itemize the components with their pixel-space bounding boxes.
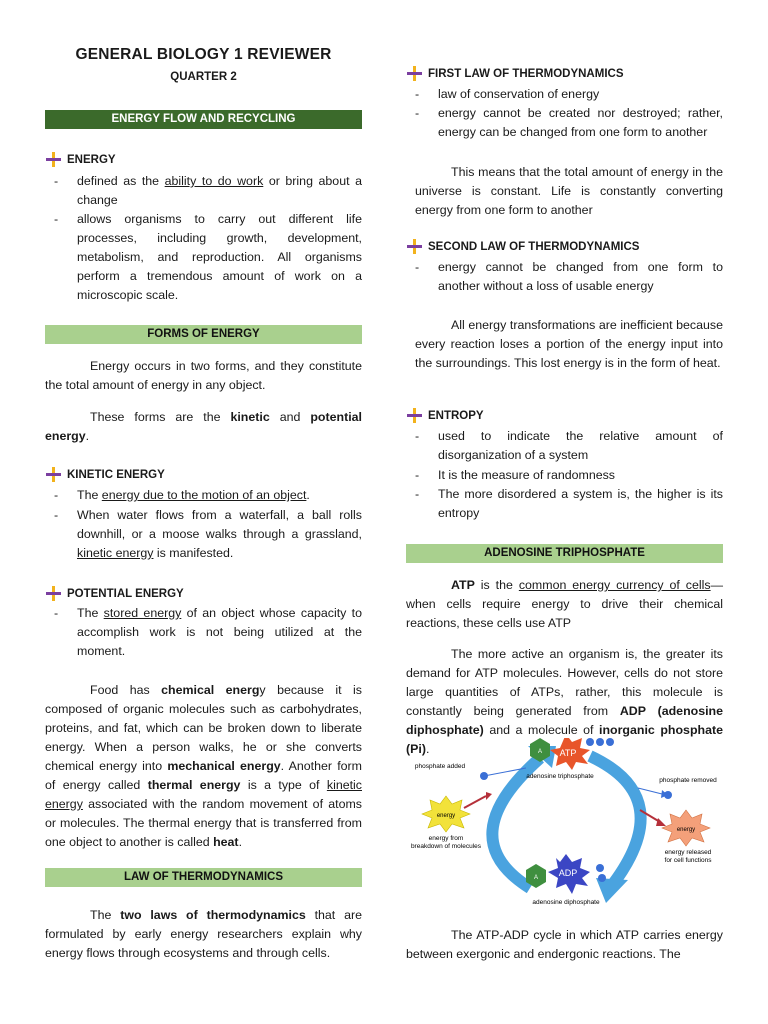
heading-entropy bbox=[406, 408, 484, 424]
energy-in-arrow bbox=[464, 796, 486, 808]
heading-potential-label: POTENTIAL ENERGY bbox=[67, 588, 184, 600]
phosphate-icon bbox=[596, 738, 604, 746]
plus-bullet-icon bbox=[406, 65, 422, 81]
heading-kinetic-energy bbox=[45, 467, 165, 483]
atp-label: ATP bbox=[559, 748, 577, 758]
phosphate-icon bbox=[586, 738, 594, 746]
heading-energy-label: ENERGY bbox=[67, 154, 116, 166]
energy-bullet-1: - defined as the ability to do work or bring about a change bbox=[54, 174, 362, 207]
section-bar-law: LAW OF THERMODYNAMICS bbox=[45, 868, 362, 887]
section-bar-forms: FORMS OF ENERGY bbox=[45, 325, 362, 344]
kinetic-bullet-1: - The energy due to the motion of an object. bbox=[54, 488, 310, 502]
plus-bullet-icon bbox=[45, 151, 61, 167]
energy-from-label-1: energy from bbox=[428, 835, 464, 842]
plus-bullet-icon bbox=[45, 466, 61, 482]
atp-paragraph-2: The more active an organism is, the greater its demand for ATP molecules. However, cells do not store large quantities of ATPs, rather, this molecule is constantly being generated from ADP (adenosine diphosphate) and a molecule of inorganic phosphate (Pi). bbox=[406, 647, 723, 756]
second-law-paragraph: All energy transformations are inefficient because every reaction loses a portion of the energy input into the surroundings. This lost energy is in the form of heat. bbox=[415, 318, 723, 370]
first-law-bullet-2: - energy cannot be created nor destroyed; rather, energy can be changed from one form to another bbox=[415, 106, 723, 139]
heading-kinetic-label: KINETIC ENERGY bbox=[67, 469, 165, 481]
svg-text:A: A bbox=[533, 875, 539, 881]
heading-potential-energy bbox=[45, 586, 184, 602]
phosphate-icon bbox=[596, 864, 604, 872]
first-law-paragraph: This means that the total amount of energy in the universe is constant. Life is constantly converting energy from one form to another bbox=[415, 165, 723, 217]
heading-energy bbox=[45, 152, 116, 168]
adenosine-triphosphate-label: adenosine triphosphate bbox=[526, 773, 594, 780]
plus-bullet-icon bbox=[406, 238, 422, 254]
document-subtitle: QUARTER 2 bbox=[170, 71, 237, 83]
adp-label: ADP bbox=[558, 868, 578, 878]
document-title: GENERAL BIOLOGY 1 REVIEWER bbox=[75, 46, 332, 63]
energy-from-label-2: breakdown of molecules bbox=[410, 843, 482, 850]
heading-entropy-label: ENTROPY bbox=[428, 410, 484, 422]
energy-released-label-1: energy released bbox=[664, 849, 712, 856]
svg-text:energy: energy bbox=[436, 813, 456, 819]
heading-second-law-label: SECOND LAW OF THERMODYNAMICS bbox=[428, 241, 640, 253]
phosphate-added-label: phosphate added bbox=[414, 763, 466, 770]
forms-paragraph-2: These forms are the kinetic and potential energy. bbox=[45, 410, 362, 443]
heading-first-law bbox=[406, 66, 624, 82]
phosphate-removed-icon bbox=[664, 791, 672, 799]
section-bar-atp: ADENOSINE TRIPHOSPHATE bbox=[406, 544, 723, 563]
potential-bullet-1: - The stored energy of an object whose capacity to accomplish work is not being utilized at the moment. bbox=[54, 606, 362, 658]
section-bar-energy-flow: ENERGY FLOW AND RECYCLING bbox=[45, 110, 362, 129]
atp-adp-cycle-diagram bbox=[400, 738, 730, 908]
kinetic-bullet-2: - When water flows from a waterfall, a ball rolls downhill, or a moose walks through a grassland, kinetic energy is manifested. bbox=[54, 508, 362, 560]
adenosine-diphosphate-label: adenosine diphosphate bbox=[532, 899, 600, 906]
heading-second-law bbox=[406, 239, 639, 255]
cycle-paragraph: The ATP-ADP cycle in which ATP carries energy between exergonic and endergonic reactions. The bbox=[406, 928, 723, 961]
entropy-bullet-2: - It is the measure of randomness bbox=[415, 468, 615, 482]
phosphate-icon bbox=[598, 874, 606, 882]
heading-first-law-label: FIRST LAW OF THERMODYNAMICS bbox=[428, 68, 624, 80]
second-law-bullet-1: - energy cannot be changed from one form to another without a loss of usable energy bbox=[415, 260, 723, 293]
svg-text:energy: energy bbox=[676, 827, 696, 833]
plus-bullet-icon bbox=[45, 585, 61, 601]
law-paragraph: The two laws of thermodynamics that are formulated by early energy researchers explain why energy flows through ecosystems and through cells. bbox=[45, 908, 362, 960]
plus-bullet-icon bbox=[406, 407, 422, 423]
forms-paragraph-1: Energy occurs in two forms, and they constitute the total amount of energy in any object. bbox=[45, 359, 362, 392]
phosphate-icon bbox=[606, 738, 614, 746]
energy-released-label-2: for cell functions bbox=[664, 857, 712, 864]
first-law-bullet-1: - law of conservation of energy bbox=[415, 87, 600, 101]
atp-paragraph-1: ATP is the common energy currency of cells—when cells require energy to drive their chemical reactions, these cells use ATP bbox=[406, 578, 723, 630]
svg-text:A: A bbox=[537, 749, 543, 755]
food-paragraph: Food has chemical energy because it is composed of organic molecules such as carbohydrates, proteins, and fat, which can be broken down to liberate energy. When a person walks, he or she converts chemical energy into mechanical energy. Another form of energy called thermal energy is a type of kinetic energy associated with the random movement of atoms or molecules. The thermal energy that is transferred from one object to another is called heat. bbox=[45, 683, 362, 849]
energy-bullet-2: - allows organisms to carry out different life processes, including growth, development, metabolism, and reproduction. All organisms perform a tremendous amount of work on a microscopic scale. bbox=[54, 212, 362, 302]
entropy-bullet-3: - The more disordered a system is, the higher is its entropy bbox=[415, 487, 723, 520]
entropy-bullet-1: - used to indicate the relative amount of disorganization of a system bbox=[415, 429, 723, 462]
phosphate-removed-label: phosphate removed bbox=[659, 777, 717, 784]
